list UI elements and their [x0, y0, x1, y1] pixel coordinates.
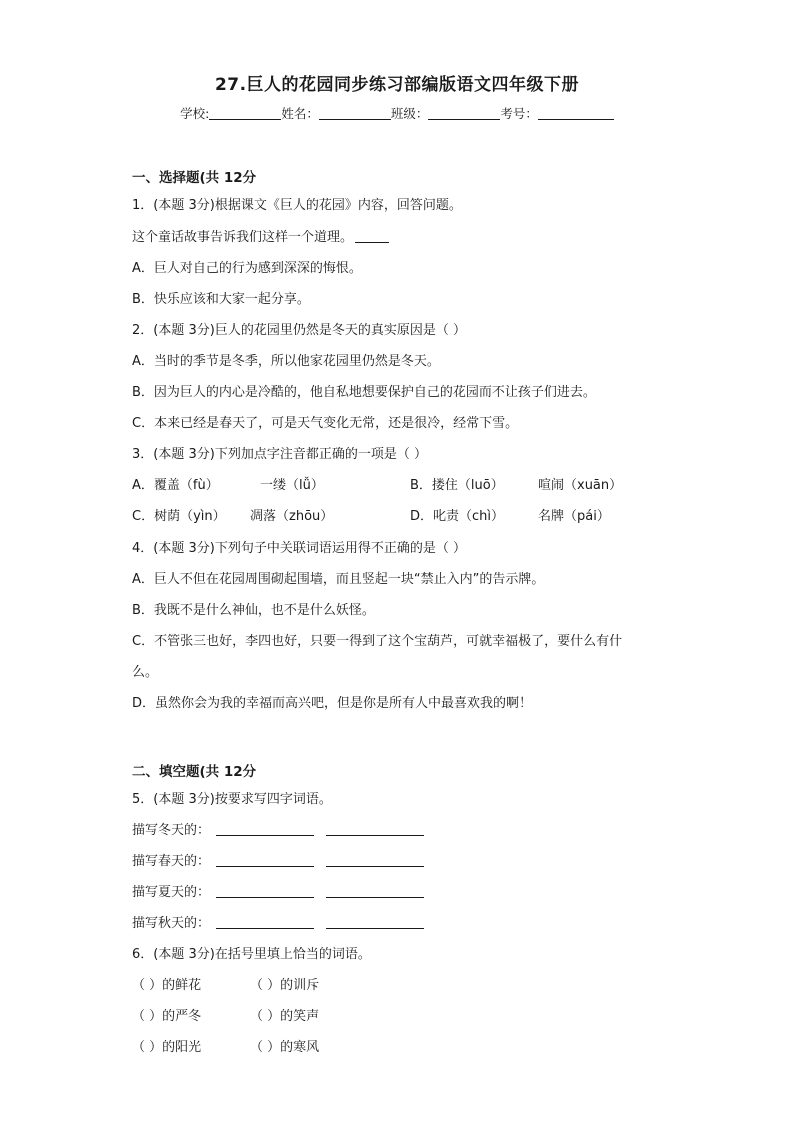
class-blank[interactable]: [428, 106, 500, 120]
question-stem: 2．(本题 3分)巨人的花园里仍然是冬天的真实原因是（ ）: [132, 323, 466, 338]
option-d[interactable]: D．叱责（chì）: [410, 509, 505, 524]
option-c[interactable]: C．本来已经是春天了，可是天气变化无常，还是很冷，经常下雪。: [132, 416, 519, 431]
bracket-fill-item[interactable]: （ ）的鲜花: [132, 978, 202, 993]
number-blank[interactable]: [538, 106, 614, 120]
option-b[interactable]: B．我既不是什么神仙，也不是什么妖怪。: [132, 603, 375, 618]
student-info-line: [0, 104, 794, 122]
answer-blank[interactable]: [326, 823, 424, 836]
page-title: 27.巨人的花园同步练习部编版语文四年级下册: [214, 75, 580, 95]
option-c-word2: 凋落（zhōu）: [250, 509, 334, 524]
answer-blank[interactable]: [216, 823, 314, 836]
answer-blank[interactable]: [326, 916, 424, 929]
option-a[interactable]: A．当时的季节是冬季，所以他家花园里仍然是冬天。: [132, 354, 440, 369]
bracket-fill-item[interactable]: （ ）的训斥: [250, 978, 320, 993]
option-d[interactable]: D．虽然你会为我的幸福而高兴吧，但是你是所有人中最喜欢我的啊！: [132, 696, 533, 711]
question-stem: 4．(本题 3分)下列句子中关联词语运用得不正确的是（ ）: [132, 541, 466, 556]
option-b-word2: 喧闹（xuān）: [538, 478, 623, 493]
question-stem: 6．(本题 3分)在括号里填上恰当的词语。: [132, 947, 371, 962]
option-c[interactable]: C．树荫（yìn）: [132, 509, 226, 524]
class-label: 班级：: [390, 106, 429, 121]
name-blank[interactable]: [319, 106, 391, 120]
section-heading-fill: 二、填空题(共 12分: [132, 764, 257, 780]
answer-blank[interactable]: [326, 854, 424, 867]
question-stem: 3．(本题 3分)下列加点字注音都正确的一项是（ ）: [132, 447, 427, 462]
question-stem: 5．(本题 3分)按要求写四字词语。: [132, 792, 332, 807]
option-c-continuation: 么。: [132, 665, 159, 680]
option-b[interactable]: B．快乐应该和大家一起分享。: [132, 292, 310, 307]
option-a-word2: 一缕（lǚ）: [260, 478, 324, 493]
question-subtext: 这个童话故事告诉我们这样一个道理。: [132, 226, 389, 245]
bracket-fill-item[interactable]: （ ）的寒风: [250, 1040, 320, 1055]
option-a[interactable]: A．巨人不但在花园周围砌起围墙，而且竖起一块“禁止入内”的告示牌。: [132, 572, 545, 587]
option-c[interactable]: C．不管张三也好，李四也好，只要一得到了这个宝葫芦，可就幸福极了，要什么有什: [132, 634, 623, 649]
option-a[interactable]: A．覆盖（fù）: [132, 478, 219, 493]
school-label: 学校:: [180, 106, 210, 121]
option-b[interactable]: B．搂住（luō）: [410, 478, 504, 493]
fill-row: 描写夏天的：: [132, 881, 424, 900]
option-d-word2: 名牌（pái）: [538, 509, 610, 524]
answer-blank[interactable]: [216, 916, 314, 929]
question-stem: 1．(本题 3分)根据课文《巨人的花园》内容，回答问题。: [132, 198, 462, 213]
fill-row: 描写秋天的：: [132, 912, 424, 931]
school-blank[interactable]: [209, 106, 281, 120]
number-label: 考号：: [500, 106, 538, 121]
fill-row: 描写冬天的：: [132, 819, 424, 838]
answer-blank[interactable]: [216, 854, 314, 867]
answer-blank[interactable]: [326, 885, 424, 898]
option-a[interactable]: A．巨人对自己的行为感到深深的悔恨。: [132, 261, 362, 276]
bracket-fill-item[interactable]: （ ）的笑声: [250, 1009, 320, 1024]
bracket-fill-item[interactable]: （ ）的严冬: [132, 1009, 202, 1024]
fill-row: 描写春天的：: [132, 850, 424, 869]
bracket-fill-item[interactable]: （ ）的阳光: [132, 1040, 202, 1055]
answer-blank[interactable]: [216, 885, 314, 898]
answer-blank[interactable]: [355, 230, 389, 243]
option-b[interactable]: B．因为巨人的内心是冷酷的，他自私地想要保护自己的花园而不让孩子们进去。: [132, 385, 596, 400]
section-heading-choice: 一、选择题(共 12分: [132, 170, 257, 186]
name-label: 姓名：: [281, 106, 319, 121]
